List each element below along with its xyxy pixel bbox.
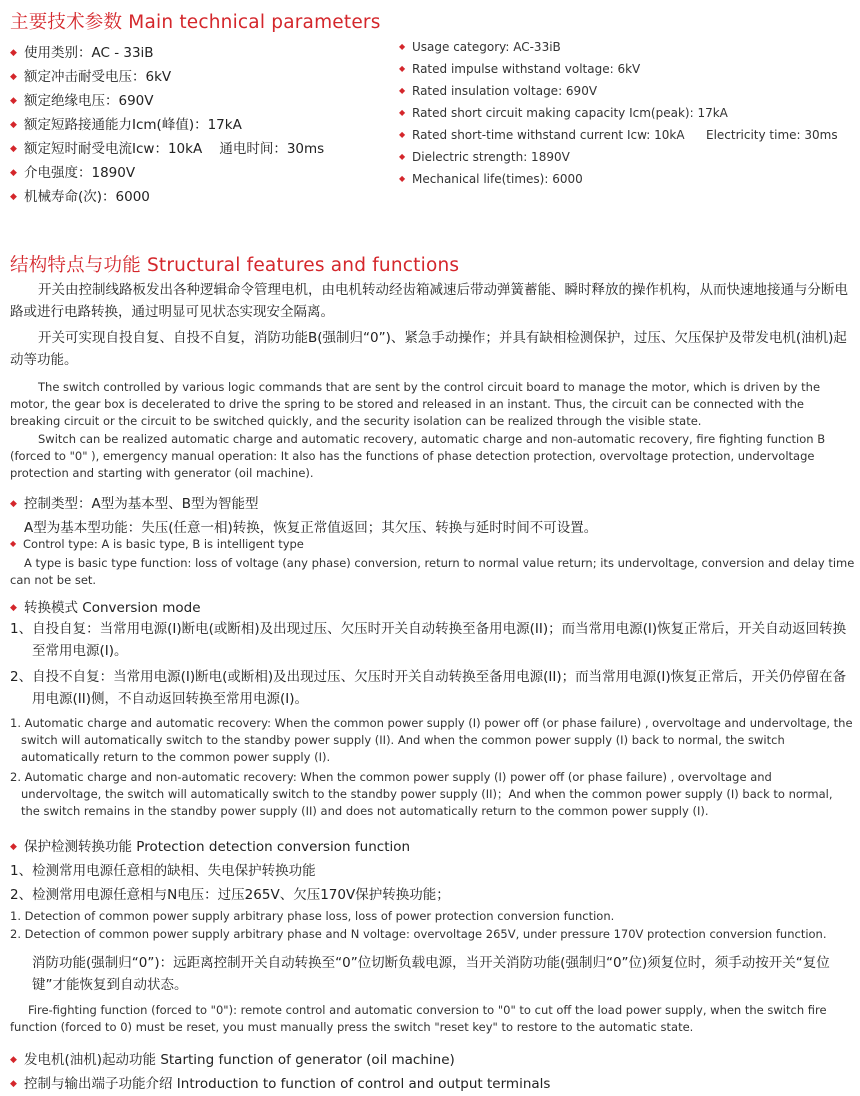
diamond-bullet-icon: ◆ [399,130,406,139]
diamond-bullet-icon: ◆ [10,842,17,852]
terminals-intro-item: ◆ 控制与输出端子功能介绍 Introduction to function of control and output terminals [10,1076,551,1092]
param-zh-item: ◆ 额定绝缘电压：690V [10,93,154,109]
diamond-bullet-icon: ◆ [10,144,17,154]
param-en-item: ◆ Dielectric strength: 1890V [399,150,570,164]
generator-start-item: ◆ 发电机(油机)起动功能 Starting function of generator (oil machine) [10,1052,455,1068]
protection-en-item-1: 1. Detection of common power supply arbitrary phase loss, loss of power protection conversion function. [10,909,615,923]
param-en-electricity-time: Electricity time: 30ms [706,128,838,142]
fire-fighting-zh: 消防功能(强制归“0”)：远距离控制开关自动转换至“0”位切断负载电源，当开关消防功能(强制归“0”位)须复位时，须手动按开关“复位键”才能恢复到自动状态。 [10,952,852,996]
protection-zh-item-2: 2、检测常用电源任意相与N电压：过压265V、欠压170V保护转换功能； [10,887,450,903]
diamond-bullet-icon: ◆ [10,120,17,130]
param-zh-item: ◆ 介电强度：1890V [10,165,136,181]
features-zh-paragraph-1: 开关由控制线路板发出各种逻辑命令管理电机，由电机转动经齿箱减速后带动弹簧蓄能、瞬时释放的操作机构，从而快速地接通与分断电路或进行电路转换，通过明显可见状态实现安全隔离。 [10,282,848,320]
param-zh-item: ◆ 机械寿命(次)：6000 [10,189,150,205]
features-en-paragraph-1: The switch controlled by various logic commands that are sent by the control circuit board to manage the motor, which is driven by the motor, the gear box is decelerated to drive the spring to be stored and released in an instant. Thus, the circuit can be connected with the breaking circuit or the circuit to be switched quickly, and the security isolation can be realized through the visible state. [10,380,821,428]
diamond-bullet-icon: ◆ [10,499,17,509]
diamond-bullet-icon: ◆ [399,174,406,183]
param-en-item: ◆ Mechanical life(times): 6000 [399,172,583,186]
param-en-item: ◆ Rated insulation voltage: 690V [399,84,598,98]
conversion-zh-item-2: 2、自投不自复：当常用电源(I)断电(或断相)及出现过压、欠压时开关自动转换至备用电源(II)；而当常用电源(I)恢复正常后，开关仍停留在备用电源(II)侧，不自动返回转换至常用电源(I)。 [10,669,847,707]
diamond-bullet-icon: ◆ [399,152,406,161]
diamond-bullet-icon [10,952,32,974]
protection-title: ◆ 保护检测转换功能 Protection detection conversion function [10,839,411,855]
conversion-en-item-2: 2. Automatic charge and non-automatic recovery: When the common power supply (I) power off (or phase failure) , overvoltage and undervoltage, the switch will automatically switch to the standby power supply (II)；And when the common power supply (I) back to normal, the switch remains in the standby power supply (II) and does not automatically return to the common power supply (I). [10,770,833,818]
diamond-bullet-icon: ◆ [10,192,17,202]
conversion-zh-item-1: 1、自投自复：当常用电源(I)断电(或断相)及出现过压、欠压时开关自动转换至备用电源(II)；而当常用电源(I)恢复正常后，开关自动返回转换至常用电源(I)。 [10,621,847,659]
fire-fighting-en: Fire-fighting function (forced to "0"): remote control and automatic conversion to "0" to cut off the load power supply, when the switch fire function (forced to 0) must be reset, you must manually press the switch "reset key" to restore to the automatic state. [10,1003,827,1034]
diamond-bullet-icon: ◆ [10,72,17,82]
param-zh-item: ◆ 额定短时耐受电流Icw：10kA 通电时间：30ms [10,141,325,157]
diamond-bullet-icon: ◆ [10,539,17,548]
section-title-parameters: 主要技术参数 Main technical parameters [10,12,381,33]
features-en-paragraph-2: Switch can be realized automatic charge and automatic recovery, automatic charge and non-automatic recovery, fire fighting function B (forced to "0" ), emergency manual operation: It also has the functions of phase detection protection, overvoltage protection, undervoltage protection and starting with generator (oil machine). [10,432,826,480]
param-en-item: ◆ Rated short circuit making capacity Icm(peak): 17kA [399,106,728,120]
diamond-bullet-icon: ◆ [399,64,406,73]
diamond-bullet-icon: ◆ [10,168,17,178]
control-type-zh: ◆ 控制类型：A型为基本型、B型为智能型 [10,496,259,512]
protection-en-item-2: 2. Detection of common power supply arbitrary phase and N voltage: overvoltage 265V, under pressure 170V protection conversion function. [10,927,827,941]
param-zh-item: ◆ 使用类别：AC - 33iB [10,45,154,61]
diamond-bullet-icon: ◆ [10,96,17,106]
conversion-en-item-1: 1. Automatic charge and automatic recovery: When the common power supply (I) power off (or phase failure) , overvoltage and undervoltage, the switch will automatically switch to the standby power supply (II). And when the common power supply (I) back to normal, the switch automatically return to the common power supply (I). [10,716,853,764]
param-en-item: ◆ Rated short-time withstand current Icw: 10kA [399,128,685,142]
features-zh-paragraph-2: 开关可实现自投自复、自投不自复，消防功能B(强制归“0”)、紧急手动操作；并具有缺相检测保护，过压、欠压保护及带发电机(油机)起动等功能。 [10,330,847,368]
conversion-mode-title: ◆ 转换模式 Conversion mode [10,600,201,616]
param-en-item: ◆ Usage category: AC-33iB [399,40,561,54]
control-type-en-detail: A type is basic type function: loss of voltage (any phase) conversion, return to normal value return; its undervoltage, conversion and delay time can not be set. [10,556,855,587]
param-en-item: ◆ Rated impulse withstand voltage: 6kV [399,62,641,76]
diamond-bullet-icon: ◆ [399,42,406,51]
param-zh-item: ◆ 额定短路接通能力Icm(峰值)：17kA [10,117,242,133]
section-title-features: 结构特点与功能 Structural features and functions [10,255,460,276]
diamond-bullet-icon: ◆ [10,1079,17,1089]
diamond-bullet-icon: ◆ [10,1055,17,1065]
control-type-en: ◆ Control type: A is basic type, B is intelligent type [10,537,304,551]
diamond-bullet-icon: ◆ [399,86,406,95]
protection-zh-item-1: 1、检测常用电源任意相的缺相、失电保护转换功能 [10,863,316,879]
param-zh-item: ◆ 额定冲击耐受电压：6kV [10,69,172,85]
diamond-bullet-icon: ◆ [10,603,17,613]
diamond-bullet-icon: ◆ [10,48,17,58]
control-type-zh-detail: A型为基本型功能：失压(任意一相)转换，恢复正常值返回；其欠压、转换与延时时间不可设置。 [24,520,598,536]
diamond-bullet-icon: ◆ [399,108,406,117]
